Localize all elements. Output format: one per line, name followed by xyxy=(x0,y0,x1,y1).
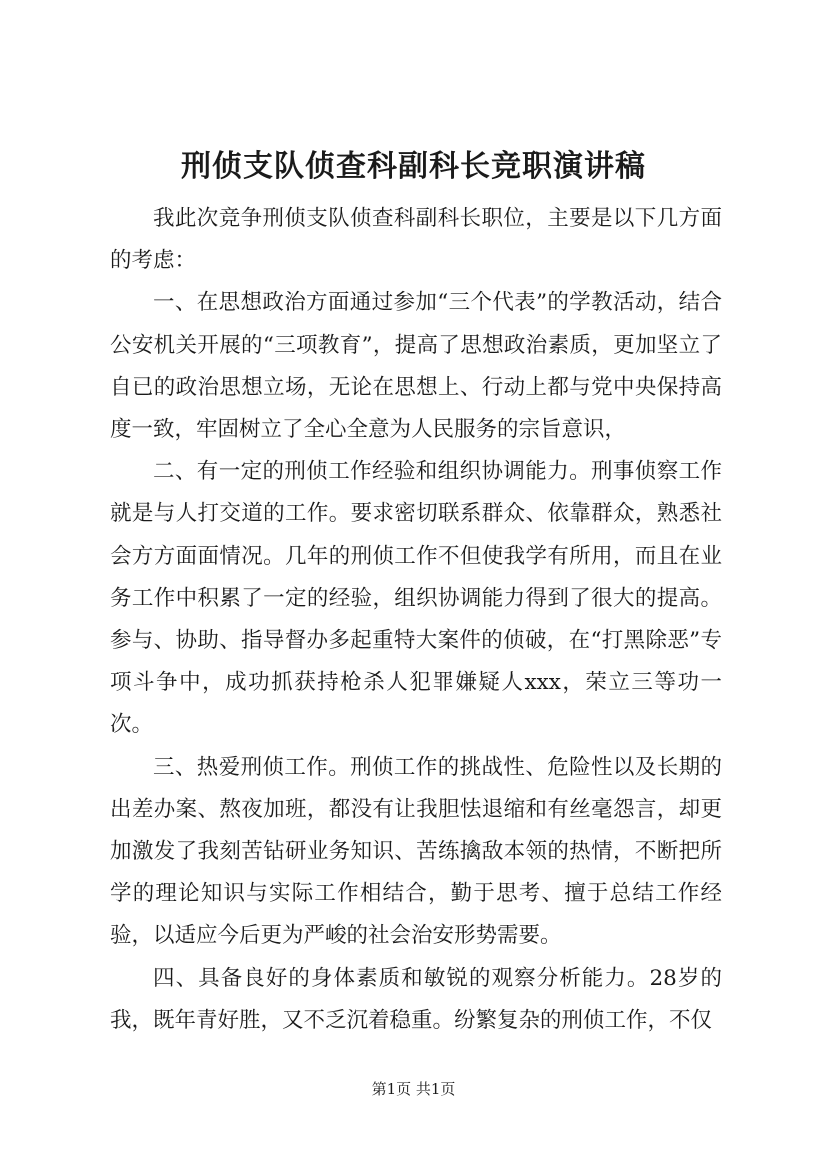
page-footer: 第1页 共1页 xyxy=(371,1080,456,1098)
document-body xyxy=(110,198,722,1042)
paragraph-point-4: 四、具备良好的身体素质和敏锐的观察分析能力。28岁的我，既年青好胜，又不乏沉着稳重。纷繁复杂的刑侦工作，不仅 xyxy=(110,965,722,1033)
paragraph-point-1: 一、在思想政治方面通过参加“三个代表”的学教活动，结合公安机关开展的“三项教育”，提高了思想政治素质，更加坚立了自已的政治思想立场，无论在思想上、行动上都与党中央保持高度一致，牢固树立了全心全意为人民服务的宗旨意识， xyxy=(110,290,722,443)
paragraph-point-3: 三、热爱刑侦工作。刑侦工作的挑战性、危险性以及长期的出差办案、熬夜加班，都没有让我胆怯退缩和有丝毫怨言，却更加激发了我刻苦钻研业务知识、苦练擒敌本领的热情，不断把所学的理论知识与实际工作相结合，勤于思考、擅于总结工作经验，以适应今后更为严峻的社会治安形势需要。 xyxy=(110,754,722,949)
paragraph-point-2: 二、有一定的刑侦工作经验和组织协调能力。刑事侦察工作就是与人打交道的工作。要求密切联系群众、依靠群众，熟悉社会方方面面情况。几年的刑侦工作不但使我学有所用，而且在业务工作中积累了一定的经验，组织协调能力得到了很大的提高。参与、协助、指导督办多起重特大案件的侦破，在“打黑除恶”专项斗争中，成功抓获持枪杀人犯罪嫌疑人xxx，荣立三等功一次。 xyxy=(110,459,722,738)
document-title: 刑侦支队侦查科副科长竞职演讲稿 xyxy=(181,149,646,184)
paragraph-intro: 我此次竞争刑侦支队侦查科副科长职位，主要是以下几方面的考虑： xyxy=(110,206,722,274)
